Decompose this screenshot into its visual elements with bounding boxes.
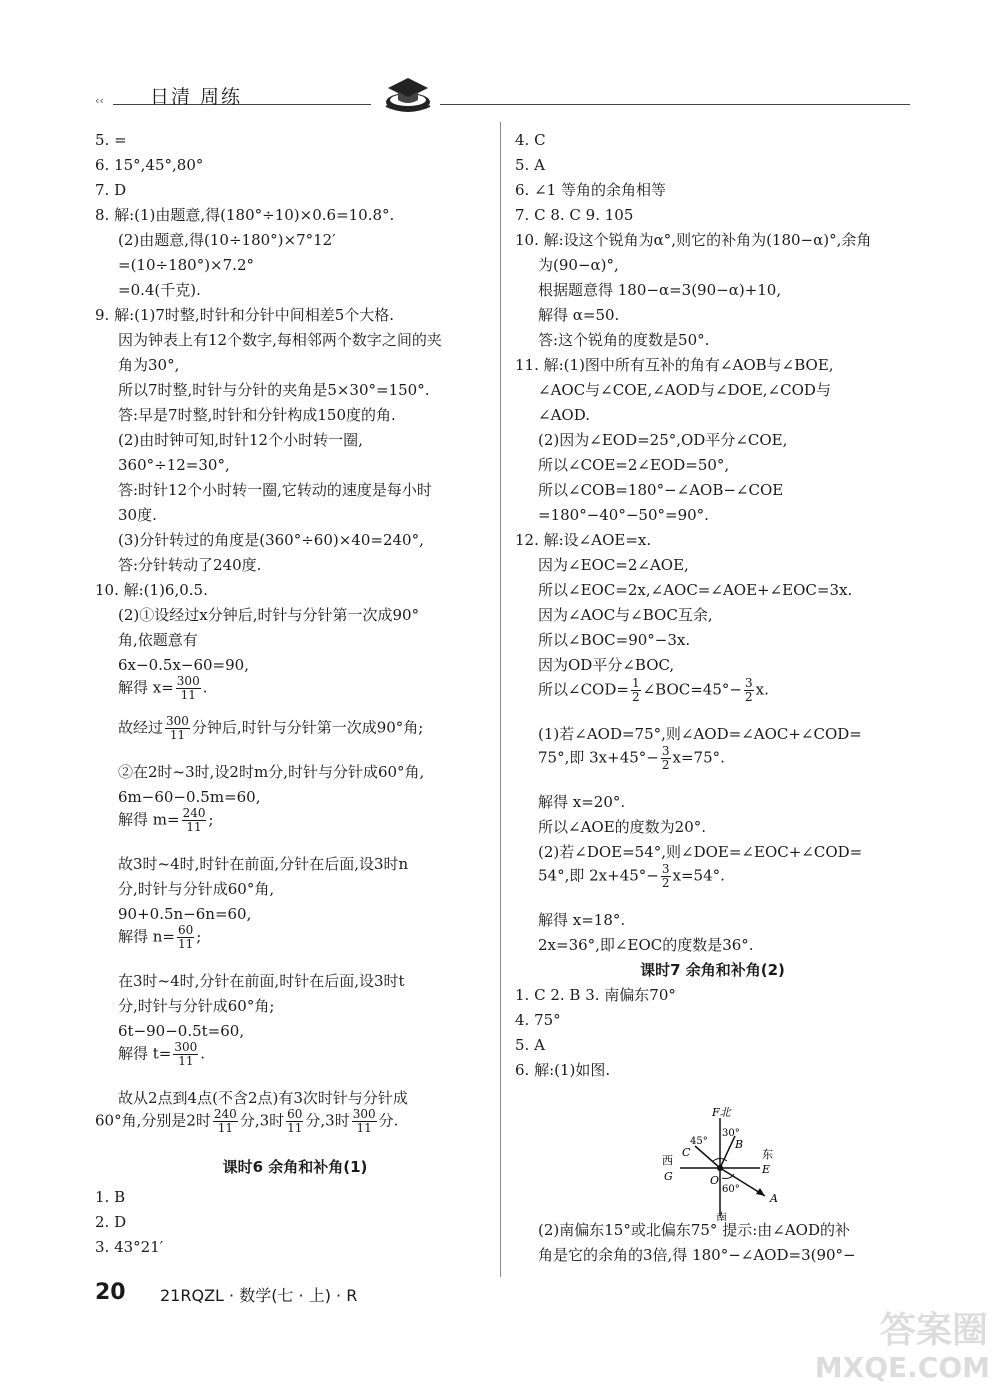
answer-line: 8. 解:(1)由题意,得(180°÷10)×0.6=10.8°. xyxy=(95,206,395,224)
fraction xyxy=(661,863,671,890)
formula-suffix: . xyxy=(200,1044,206,1063)
answer-line: (2)因为∠EOD=25°,OD平分∠COE, xyxy=(538,431,788,449)
fraction-numerator: 300 xyxy=(174,1040,198,1054)
fraction-denominator: 11 xyxy=(169,728,186,742)
formula-line xyxy=(118,924,201,951)
column-divider xyxy=(500,122,501,1277)
fraction xyxy=(165,715,190,742)
label-45: 45° xyxy=(690,1136,708,1147)
answer-line: 2. D xyxy=(95,1213,127,1231)
answer-line: 6. ∠1 等角的余角相等 xyxy=(515,181,666,199)
formula-prefix: 解得 x= xyxy=(118,678,174,697)
fraction xyxy=(177,924,194,951)
formula-prefix: 解得 t= xyxy=(118,1044,172,1063)
answer-line: 所以∠AOE的度数为20°. xyxy=(538,818,707,836)
answer-line: 解得 x=20°. xyxy=(538,793,626,811)
answer-line: 3. 43°21′ xyxy=(95,1238,164,1256)
fraction-numerator: 240 xyxy=(182,806,206,820)
answer-line: 6t−90−0.5t=60, xyxy=(118,1022,245,1040)
answer-line: 5. A xyxy=(515,1036,545,1054)
answer-line: 90+0.5n−6n=60, xyxy=(118,905,252,923)
fraction xyxy=(661,745,671,772)
answer-line: 因为∠EOC=2∠AOE, xyxy=(538,556,689,574)
fraction-denominator: 2 xyxy=(661,876,670,890)
watermark-en: MXQE.COM xyxy=(814,1351,990,1384)
answer-line: 因为钟表上有12个数字,每相邻两个数字之间的夹 xyxy=(118,331,442,349)
fraction-numerator: 240 xyxy=(213,1107,237,1121)
answer-line: (1)若∠AOD=75°,则∠AOD=∠AOC+∠COD= xyxy=(538,725,862,743)
fraction-denominator: 11 xyxy=(287,1121,303,1135)
answer-line: (2)若∠DOE=54°,则∠DOE=∠EOC+∠COD= xyxy=(538,843,863,861)
fraction-denominator: 11 xyxy=(178,937,194,951)
answer-line: 10. 解:(1)6,0.5. xyxy=(95,581,208,599)
formula-prefix: 所以∠COD= xyxy=(538,680,629,699)
label-south: 南 xyxy=(716,1211,727,1221)
formula-suffix: x=54°. xyxy=(672,866,725,885)
fraction-numerator: 3 xyxy=(661,862,670,876)
label-60: 60° xyxy=(722,1184,740,1195)
fraction xyxy=(213,1108,238,1135)
answer-line: 2x=36°,即∠EOC的度数是36°. xyxy=(538,936,754,954)
answer-line: 答:这个锐角的度数是50°. xyxy=(538,331,710,349)
answer-line: 故从2点到4点(不含2点)有3次时针与分针成 xyxy=(118,1089,408,1107)
header-arrows: ‹‹ xyxy=(95,94,104,107)
label-G: G xyxy=(664,1170,673,1183)
formula-line xyxy=(118,715,423,742)
answer-line: 所以∠BOC=90°−3x. xyxy=(538,631,691,649)
answer-line: 所以∠COB=180°−∠AOB−∠COE xyxy=(538,481,784,499)
compass-figure xyxy=(650,1106,790,1221)
label-30: 30° xyxy=(722,1128,740,1139)
answer-line: 360°÷12=30°, xyxy=(118,456,230,474)
header-title: 日清 周练 xyxy=(150,86,243,108)
fraction xyxy=(352,1108,377,1135)
answer-line: =0.4(千克). xyxy=(118,281,201,299)
answer-line: 10. 解:设这个锐角为α°,则它的补角为(180−α)°,余角 xyxy=(515,231,872,249)
formula-line xyxy=(538,677,769,704)
formula-middle: ∠BOC=45°− xyxy=(642,680,742,699)
formula-middle: 分,3时 xyxy=(239,1111,285,1130)
fraction-numerator: 3 xyxy=(661,744,670,758)
formula-line xyxy=(538,745,725,772)
formula-prefix: 解得 m= xyxy=(118,810,180,829)
fraction-numerator: 3 xyxy=(744,676,753,690)
formula-middle: 分,3时 xyxy=(305,1111,350,1130)
fraction-denominator: 2 xyxy=(744,690,753,704)
formula-prefix: 故经过 xyxy=(118,718,164,737)
answer-line: 分,时针与分针成60°角; xyxy=(118,997,275,1015)
label-B: B xyxy=(735,1138,744,1151)
answer-line: 4. 75° xyxy=(515,1011,561,1029)
answer-line: 因为∠AOC与∠BOC互余, xyxy=(538,606,713,624)
answer-line: 7. D xyxy=(95,181,127,199)
fraction-numerator: 300 xyxy=(176,674,200,688)
fraction xyxy=(744,677,754,704)
label-north: F北 xyxy=(712,1106,731,1119)
label-A: A xyxy=(770,1192,778,1205)
fraction-denominator: 11 xyxy=(186,820,202,834)
fraction-numerator: 60 xyxy=(178,923,194,937)
answer-line: 分,时针与分针成60°角, xyxy=(118,880,275,898)
label-C: C xyxy=(682,1146,691,1159)
answer-line: 11. 解:(1)图中所有互补的角有∠AOB与∠BOE, xyxy=(515,356,834,374)
answer-line: 6. 解:(1)如图. xyxy=(515,1061,611,1079)
formula-suffix: x. xyxy=(755,680,769,699)
label-west: 西 xyxy=(662,1154,673,1167)
answer-line: 答:时针12个小时转一圈,它转动的速度是每小时 xyxy=(118,481,432,499)
formula-suffix: x=75°. xyxy=(672,748,725,767)
compass-diagram xyxy=(650,1106,790,1221)
answer-line: ∠AOD. xyxy=(538,406,590,424)
fraction-numerator: 60 xyxy=(287,1107,303,1121)
answer-line: 解得 x=18°. xyxy=(538,911,626,929)
formula-line xyxy=(538,863,725,890)
formula-prefix: 75°,即 3x+45°− xyxy=(538,748,659,767)
formula-suffix: 分钟后,时针与分针第一次成90°角; xyxy=(191,718,424,737)
answer-line: 30度. xyxy=(118,506,157,524)
answer-line: 12. 解:设∠AOE=x. xyxy=(515,531,652,549)
book-code: 21RQZL · 数学(七 · 上) · R xyxy=(160,1286,358,1305)
lesson-7-title: 课时7 余角和补角(2) xyxy=(640,961,785,979)
answer-line: (2)由时钟可知,时针12个小时转一圈, xyxy=(118,431,363,449)
answer-line: 在3时~4时,分针在前面,时针在后面,设3时t xyxy=(118,972,405,990)
answer-line: 角为30°, xyxy=(118,356,180,374)
fraction xyxy=(176,675,201,702)
label-east: 东 xyxy=(762,1148,773,1161)
answer-line: (3)分针转过的角度是(360°÷60)×40=240°, xyxy=(118,531,424,549)
answer-line: 1. C 2. B 3. 南偏东70° xyxy=(515,986,676,1004)
answer-line: 答:分针转动了240度. xyxy=(118,556,262,574)
answer-line: 答:早是7时整,时针和分针构成150度的角. xyxy=(118,406,396,424)
fraction xyxy=(631,677,641,704)
formula-suffix: ; xyxy=(208,810,214,829)
answer-line: 故3时~4时,时针在前面,分针在后面,设3时n xyxy=(118,855,409,873)
formula-line xyxy=(118,675,207,702)
page-header xyxy=(95,78,910,114)
answer-line: 角,依题意有 xyxy=(118,631,198,649)
formula-suffix: . xyxy=(202,678,208,697)
answer-line: 5. A xyxy=(515,156,545,174)
answer-line: 所以∠EOC=2x,∠AOC=∠AOE+∠EOC=3x. xyxy=(538,581,853,599)
fraction-denominator: 11 xyxy=(178,1054,194,1068)
answer-line: ②在2时~3时,设2时m分,时针与分针成60°角, xyxy=(118,763,425,781)
fraction-numerator: 1 xyxy=(631,676,640,690)
answer-line: =180°−40°−50°=90°. xyxy=(538,506,709,524)
answer-line: 1. B xyxy=(95,1188,126,1206)
label-O: O xyxy=(710,1174,720,1187)
formula-line xyxy=(118,1041,205,1068)
answer-line: 6x−0.5x−60=90, xyxy=(118,656,249,674)
answer-line: 4. C xyxy=(515,131,546,149)
graduation-cap-icon xyxy=(380,72,436,114)
header-rule-right xyxy=(440,104,910,105)
label-E: E xyxy=(762,1163,771,1176)
answer-line: (2)南偏东15°或北偏东75° 提示:由∠AOD的补 xyxy=(538,1221,850,1239)
answer-line: 6. 15°,45°,80° xyxy=(95,156,204,174)
formula-suffix: 分. xyxy=(378,1111,399,1130)
fraction xyxy=(286,1108,303,1135)
answer-line: 6m−60−0.5m=60, xyxy=(118,788,261,806)
answer-line: 解得 α=50. xyxy=(538,306,620,324)
answer-line: (2)由题意,得(10÷180°)×7°12′ xyxy=(118,231,336,249)
answer-line: ∠AOC与∠COE,∠AOD与∠DOE,∠COD与 xyxy=(538,381,831,399)
answer-line: 9. 解:(1)7时整,时针和分针中间相差5个大格. xyxy=(95,306,395,324)
answer-line: 因为OD平分∠BOC, xyxy=(538,656,675,674)
fraction-denominator: 2 xyxy=(631,690,640,704)
answer-line: 5. = xyxy=(95,131,127,149)
answer-line: 为(90−α)°, xyxy=(538,256,619,274)
watermark-logo xyxy=(800,1300,1000,1392)
answer-line xyxy=(95,1108,398,1135)
fraction-numerator: 300 xyxy=(352,1107,376,1121)
fraction-numerator: 300 xyxy=(166,714,189,728)
formula-prefix: 60°角,分别是2时 xyxy=(95,1111,211,1130)
fraction xyxy=(173,1041,198,1068)
answer-line: =(10÷180°)×7.2° xyxy=(118,256,254,274)
formula-prefix: 54°,即 2x+45°− xyxy=(538,866,659,885)
formula-line xyxy=(118,807,214,834)
page-number: 20 xyxy=(95,1280,126,1305)
watermark-cn: 答案圈 xyxy=(879,1310,988,1351)
lesson-6-title: 课时6 余角和补角(1) xyxy=(222,1158,368,1176)
answer-line: 根据题意得 180−α=3(90−α)+10, xyxy=(538,281,782,299)
fraction-denominator: 11 xyxy=(180,688,196,702)
formula-prefix: 解得 n= xyxy=(118,927,175,946)
fraction-denominator: 2 xyxy=(661,758,670,772)
fraction-denominator: 11 xyxy=(356,1121,372,1135)
answer-line: (2)①设经过x分钟后,时针与分针第一次成90° xyxy=(118,606,420,624)
answer-line: 所以7时整,时针与分针的夹角是5×30°=150°. xyxy=(118,381,430,399)
fraction-denominator: 11 xyxy=(217,1121,233,1135)
formula-suffix: ; xyxy=(196,927,202,946)
answer-line: 所以∠COE=2∠EOD=50°, xyxy=(538,456,730,474)
fraction xyxy=(182,807,207,834)
answer-line: 7. C 8. C 9. 105 xyxy=(515,206,634,224)
answer-line: 角是它的余角的3倍,得 180°−∠AOD=3(90°− xyxy=(538,1246,856,1264)
